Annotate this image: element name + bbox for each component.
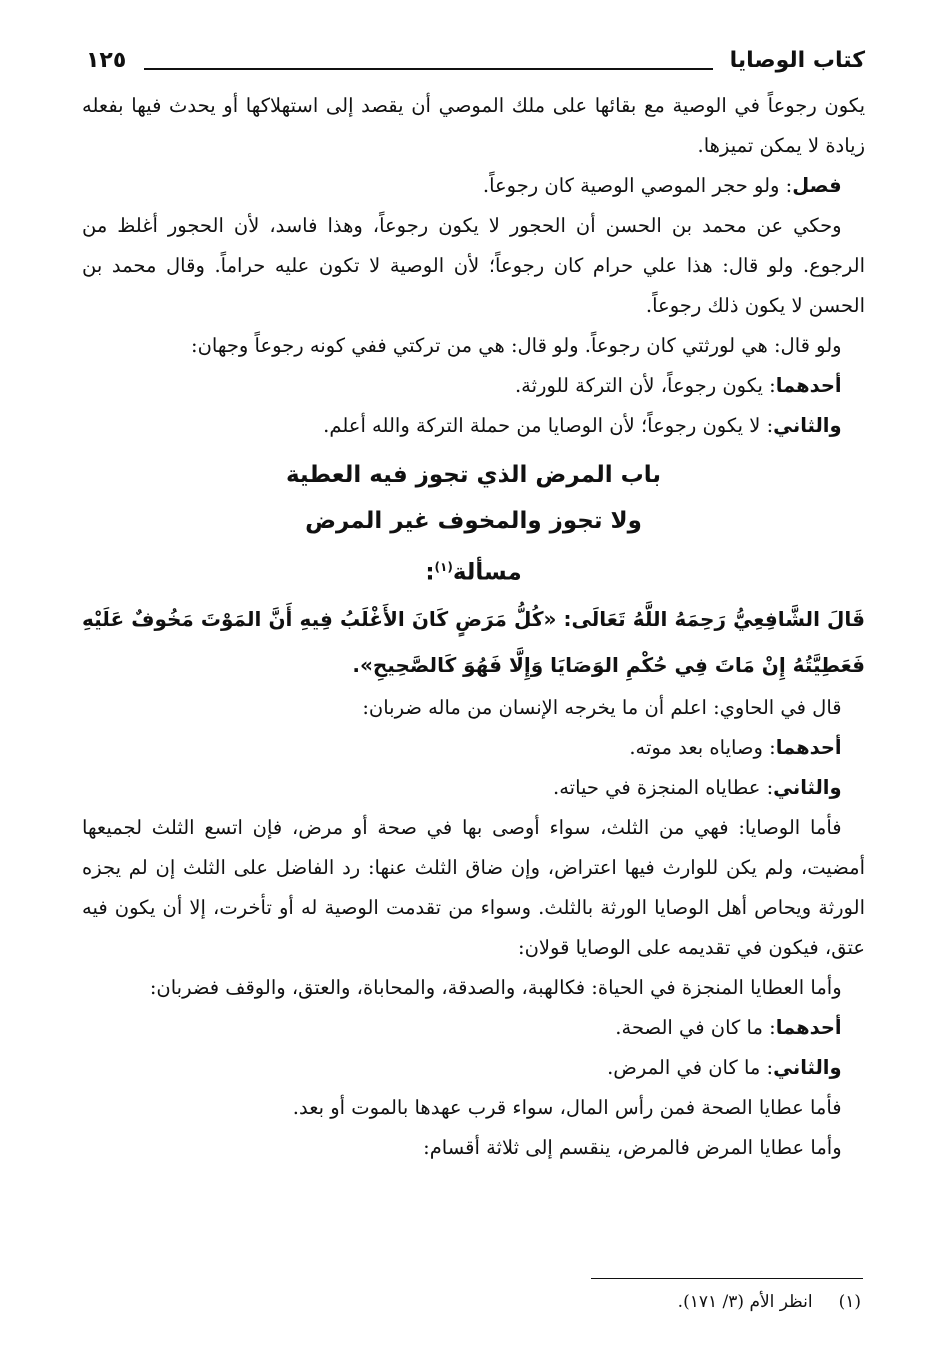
paragraph-5-text: : يكون رجوعاً، لأن التركة للورثة. xyxy=(514,374,776,397)
issue-colon: : xyxy=(425,559,435,586)
issue-footnote-ref: (١) xyxy=(434,560,453,574)
paragraph-2-text: : ولو حجر الموصي الوصية كان رجوعاً. xyxy=(482,174,793,197)
label-second-2: والثاني xyxy=(773,775,842,799)
section2-para-4: فأما الوصايا: فهي من الثلث، سواء أوصى بها في صحة أو مرض، فإن اتسع الثلث لجميعها أمضيت، ولم يكن للوارث فيها اعتراض، وإن ضاق الثلث عنها: رد الفاضل على الثلث إن لم يجزه الورثة ويحاص أهل الوصايا الورثة بالثلث. وسواء من تقدمت الوصية له أو تأخرت، إلا أن يكون فيه عتق، فيكون في تقديمه على الوصايا قولان: xyxy=(82,815,865,959)
issue-word: مسألة xyxy=(452,559,522,586)
label-first: أحدهما xyxy=(775,374,842,397)
chapter-title-line-2: ولا تجوز والمخوف غير المرض xyxy=(305,508,642,534)
paragraph-2 xyxy=(82,166,865,206)
section2-para-3 xyxy=(82,768,865,808)
book-page xyxy=(82,48,865,1168)
section2-para-7-text: : ما كان في المرض. xyxy=(607,1055,774,1079)
chapter-title-line-1: باب المرض الذي تجوز فيه العطية xyxy=(285,462,661,488)
section2-para-2-text: : وصاياه بعد موته. xyxy=(629,735,776,759)
section2-para-3-text: : عطاياه المنجزة في حياته. xyxy=(553,775,774,799)
page-number: ١٢٥ xyxy=(86,48,127,73)
page-body xyxy=(82,86,865,1168)
shafii-quote: قَالَ الشَّافِعِيُّ رَحِمَهُ اللَّهُ تَعَالَى: «كُلُّ مَرَضٍ كَانَ الأَغْلَبُ فِيهِ أَنَّ المَوْتَ مَخُوفٌ عَلَيْهِ فَعَطِيَّتُهُ إِنْ مَاتَ فِي حُكْمِ الوَصَايَا وَإِلَّا فَهُوَ كَالصَّحِيحِ». xyxy=(82,606,865,677)
header-rule xyxy=(144,68,713,70)
label-first-3: أحدهما xyxy=(775,1015,842,1039)
section2-para-6 xyxy=(82,1008,865,1048)
section2-para-2 xyxy=(82,728,865,768)
issue-heading xyxy=(82,544,865,596)
paragraph-6 xyxy=(82,406,865,446)
section2-para-7 xyxy=(82,1048,865,1088)
section2-para-1: قال في الحاوي: اعلم أن ما يخرجه الإنسان من ماله ضربان: xyxy=(362,695,842,719)
label-second: والثاني xyxy=(773,414,842,437)
footnote xyxy=(678,1292,861,1312)
footnote-number: (١) xyxy=(838,1292,861,1312)
section2-para-8: فأما عطايا الصحة فمن رأس المال، سواء قرب عهدها بالموت أو بعد. xyxy=(292,1095,842,1119)
section2-para-6-text: : ما كان في الصحة. xyxy=(615,1015,776,1039)
running-header xyxy=(82,48,865,86)
section-label-fasl: فصل xyxy=(792,174,842,197)
paragraph-6-text: : لا يكون رجوعاً؛ لأن الوصايا من حملة التركة والله أعلم. xyxy=(323,414,774,437)
label-second-3: والثاني xyxy=(773,1055,842,1079)
label-first-2: أحدهما xyxy=(775,735,842,759)
section2-para-9: وأما عطايا المرض فالمرض، ينقسم إلى ثلاثة أقسام: xyxy=(423,1135,842,1159)
section2-para-5: وأما العطايا المنجزة في الحياة: فكالهبة، والصدقة، والمحاباة، والعتق، والوقف فضربان: xyxy=(149,975,842,999)
footnote-rule xyxy=(591,1278,863,1279)
paragraph-5 xyxy=(82,366,865,406)
paragraph-4: ولو قال: هي لورثتي كان رجوعاً. ولو قال: هي من تركتي ففي كونه رجوعاً وجهان: xyxy=(191,334,842,357)
footnote-text: انظر الأم (٣/ ١٧١). xyxy=(677,1292,813,1312)
book-title: كتاب الوصايا xyxy=(729,48,865,73)
paragraph-3: وحكي عن محمد بن الحسن أن الحجور لا يكون رجوعاً، وهذا فاسد، لأن الحجور أغلظ من الرجوع. ولو قال: هذا علي حرام كان رجوعاً؛ لأن الوصية لا تكون عليه حراماً. وقال محمد بن الحسن لا يكون ذلك رجوعاً. xyxy=(82,214,865,317)
paragraph-1: يكون رجوعاً في الوصية مع بقائها على ملك الموصي أن يقصد إلى استهلاكها أو يحدث فيها بفعله زيادة لا يمكن تميزها. xyxy=(82,94,865,157)
